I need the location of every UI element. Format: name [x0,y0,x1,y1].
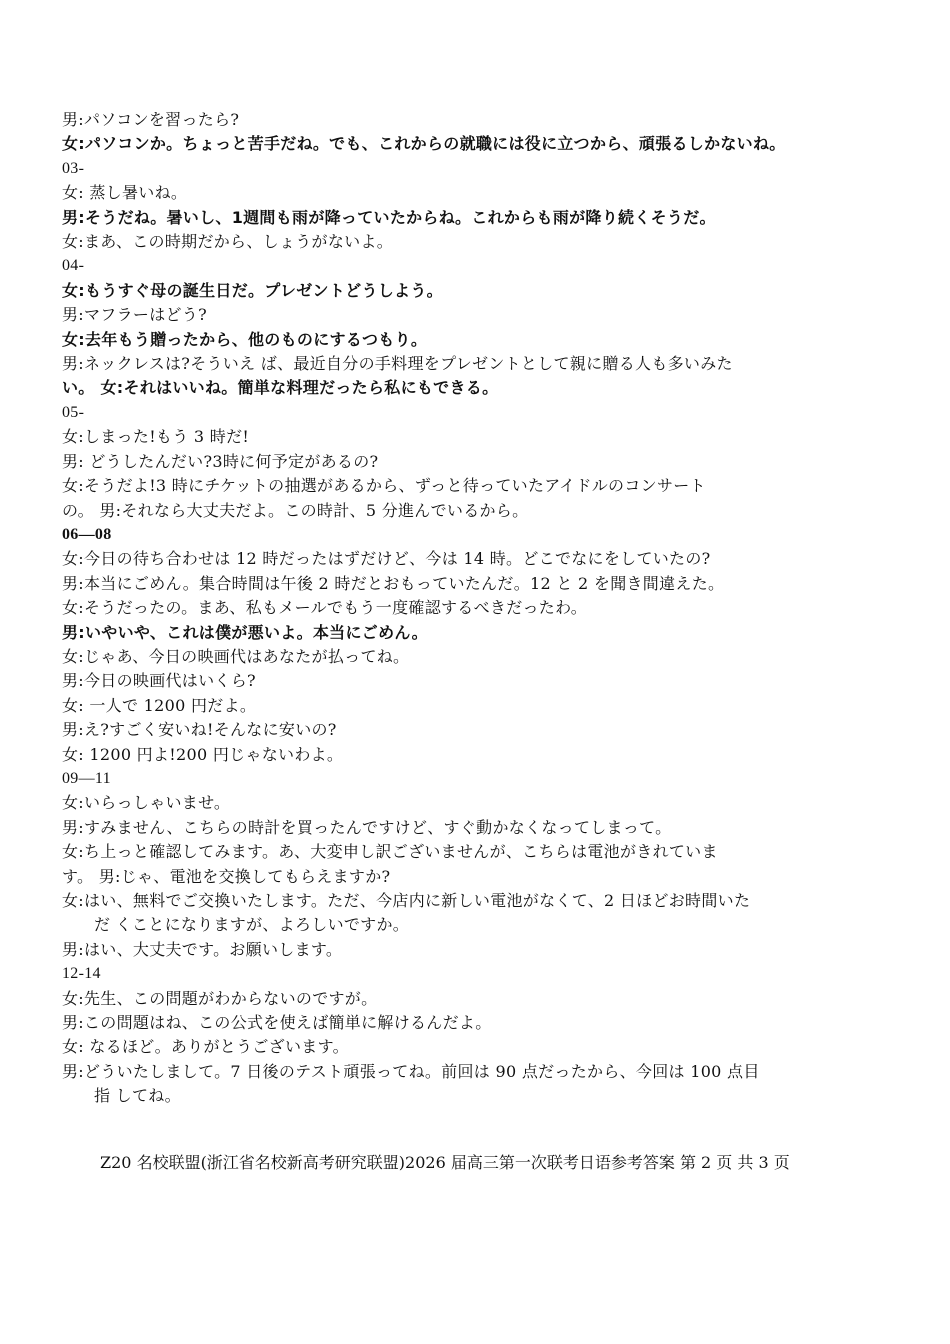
section-heading: 05- [62,403,85,421]
dialogue-line: 女:もうすぐ母の誕生日だ。プレゼントどうしよう。 [62,280,443,300]
dialogue-line: 男:どういたしまして。7 日後のテスト頑張ってね。前回は 90 点だったから、今回は 100 点目 [62,1061,760,1081]
dialogue-line: 女:ち上っと確認してみます。あ、大変申し訳ございませんが、こちらは電池がきれていま [62,842,718,862]
dialogue-line: だ くことになりますが、よろしいですか。 [94,915,410,935]
dialogue-line: 女: なるほど。ありがとうございます。 [62,1037,349,1057]
dialogue-line: 女:パソコンか。ちょっと苦手だね。でも、これからの就職には役に立つから、頑張るしかないね。 [62,134,786,154]
dialogue-line: 男:今日の映画代はいくら? [62,671,256,691]
dialogue-line: 男:はい、大丈夫です。お願いします。 [62,939,343,959]
dialogue-line: 男:すみません、こちらの時計を買ったんですけど、すぐ動かなくなってしまって。 [62,817,672,837]
section-heading: 09—11 [62,769,111,787]
dialogue-line: 男: どうしたんだい?3時に何予定があるの? [62,451,379,471]
dialogue-line: 女:去年もう贈ったから、他のものにするつもり。 [62,329,428,349]
dialogue-line: 女: 1200 円よ!200 円じゃないわよ。 [62,744,344,764]
dialogue-line: 指 してね。 [94,1086,181,1106]
dialogue-line: 男:え?すごく安いね!そんなに安いの? [62,720,337,740]
dialogue-line: 男:ネックレスは?そういえ ば、最近自分の手料理をプレゼントとして親に贈る人も多いみた [62,354,733,374]
dialogue-line: 女:まあ、この時期だから、しょうがないよ。 [62,232,394,252]
section-heading: 06—08 [62,525,112,543]
dialogue-line: 男:この問題はね、この公式を使えば簡単に解けるんだよ。 [62,1013,492,1033]
dialogue-line: 女:先生、この問題がわからないのですが。 [62,988,378,1008]
dialogue-line: 男:そうだね。暑いし、1週間も雨が降っていたからね。これからも雨が降り続くそうだ。 [62,207,716,227]
dialogue-line: 男:パソコンを習ったら? [62,110,240,129]
dialogue-line: 女:そうだったの。まあ、私もメールでもう一度確認するべきだったわ。 [62,598,588,618]
dialogue-line: 女:いらっしゃいませ。 [62,793,231,813]
dialogue-line: 女: 一人で 1200 円だよ。 [62,695,257,715]
dialogue-line: 男:マフラーはどう? [62,305,207,325]
dialogue-line: 女:じゃあ、今日の映画代はあなたが払ってね。 [62,646,410,666]
page-footer: Z20 名校联盟(浙江省名校新高考研究联盟)2026 届高三第一次联考日语参考答案 第 2 页 共 3 页 [100,1153,790,1172]
dialogue-line: 女: 蒸し暑いね。 [62,183,188,203]
dialogue-line: 女:そうだよ!3 時にチケットの抽選があるから、ずっと待っていたアイドルのコンサート [62,476,706,496]
dialogue-line: 女:今日の待ち合わせは 12 時だったはずだけど、今は 14 時。どこでなにをしていたの? [62,549,711,569]
dialogue-line: 男:本当にごめん。集合時間は午後 2 時だとおもっていたんだ。12 と 2 を聞き間違えた。 [62,573,725,593]
dialogue-line: す。 男:じゃ、電池を交換してもらえますか? [62,866,391,886]
section-heading: 03- [62,159,85,177]
dialogue-line: 男:いやいや、これは僕が悪いよ。本当にごめん。 [62,622,428,642]
section-heading: 12-14 [62,965,101,983]
dialogue-line: 女:しまった!もう 3 時だ! [62,427,250,447]
section-heading: 04- [62,257,85,275]
transcript-body [62,108,892,1109]
dialogue-line: 女:はい、無料でご交換いたします。ただ、今店内に新しい電池がなくて、2 日ほどお時間いた [62,891,751,910]
dialogue-line: の。 男:それなら大丈夫だよ。この時計、5 分進んでいるから。 [62,500,529,520]
dialogue-line: い。 女:それはいいね。簡単な料理だったら私にもできる。 [62,378,499,398]
